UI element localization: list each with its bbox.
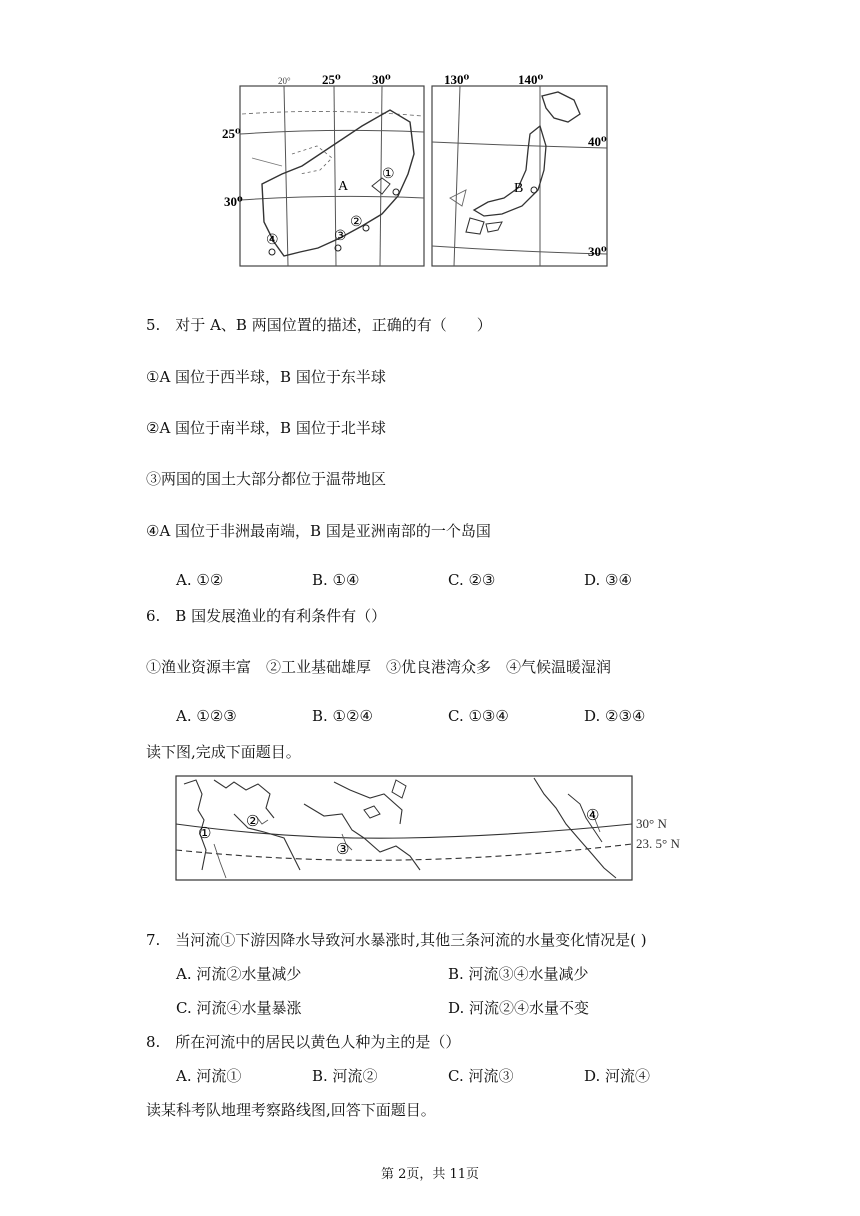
latitude-30n-line [176,824,632,838]
map1-side-25: 25⁰ [222,126,241,141]
intro-read-map-1: 读下图,完成下面题目。 [146,743,301,761]
map1-label-20: 20° [278,76,291,86]
map1-label-140: 140⁰ [518,72,544,87]
q5-option-a[interactable]: A. ①② [176,571,224,589]
page-footer: 第 2页，共 11页 [380,1167,480,1182]
map1-marker-2: ② [350,215,363,230]
map2-marker-4: ④ [586,808,600,824]
q7-option-c[interactable]: C. 河流④水量暴涨 [176,999,302,1017]
map1-label-25: 25⁰ [322,72,341,87]
q6-option-b[interactable]: B. ①②④ [312,707,373,725]
q8-option-b[interactable]: B. 河流② [312,1067,378,1085]
map2-marker-2: ② [246,814,260,830]
q8-stem: 8. 所在河流中的居民以黄色人种为主的是（） [146,1033,461,1051]
intro-read-map-2: 读某科考队地理考察路线图,回答下面题目。 [146,1101,436,1119]
q6-option-c[interactable]: C. ①③④ [448,707,509,725]
map2-marker-3: ③ [336,842,350,858]
q6-stem: 6. B 国发展渔业的有利条件有（） [146,607,387,625]
q8-option-d[interactable]: D. 河流④ [584,1067,651,1085]
q5-option-d[interactable]: D. ③④ [584,571,632,589]
q5-option-c[interactable]: C. ②③ [448,571,496,589]
map1-side-30: 30⁰ [224,194,243,209]
map1-side-40: 40⁰ [588,134,607,149]
q5-statement-3: ③两国的国土大部分都位于温带地区 [146,470,387,488]
map1-marker-1: ① [382,167,395,182]
country-b-label: B [514,181,524,196]
map1-marker-3: ③ [334,229,347,244]
q6-option-d[interactable]: D. ②③④ [584,707,646,725]
q5-statement-4: ④A 国位于非洲最南端，B 国是亚洲南部的一个岛国 [146,522,491,540]
lat-23n-label: 23. 5° N [636,836,680,851]
map1-label-30: 30⁰ [372,72,391,87]
q6-statement: ①渔业资源丰富 ②工业基础雄厚 ③优良港湾众多 ④气候温暖湿润 [146,658,612,676]
q8-option-c[interactable]: C. 河流③ [448,1067,514,1085]
map2-marker-1: ① [198,826,212,842]
q7-option-b[interactable]: B. 河流③④水量减少 [448,965,589,983]
map1-marker-4: ④ [266,233,279,248]
map-river-locations [174,774,694,884]
q7-option-d[interactable]: D. 河流②④水量不变 [448,999,590,1017]
map1-side-30b: 30⁰ [588,244,607,259]
q8-option-a[interactable]: A. 河流① [176,1067,242,1085]
q5-statement-1: ①A 国位于西半球，B 国位于东半球 [146,368,386,386]
q5-option-b[interactable]: B. ①④ [312,571,360,589]
map1-label-130: 130⁰ [444,72,470,87]
map-frame-right [432,86,607,266]
q7-option-a[interactable]: A. 河流②水量减少 [176,965,302,983]
map-south-africa-japan [222,66,622,272]
country-a-label: A [338,179,349,194]
lat-30n-label: 30° N [636,816,667,831]
q7-stem: 7. 当河流①下游因降水导致河水暴涨时,其他三条河流的水量变化情况是( ) [146,931,647,949]
q5-statement-2: ②A 国位于南半球，B 国位于北半球 [146,419,386,437]
q6-option-a[interactable]: A. ①②③ [176,707,237,725]
q5-stem: 5. 对于 A、B 两国位置的描述，正确的有（ ） [146,316,492,334]
